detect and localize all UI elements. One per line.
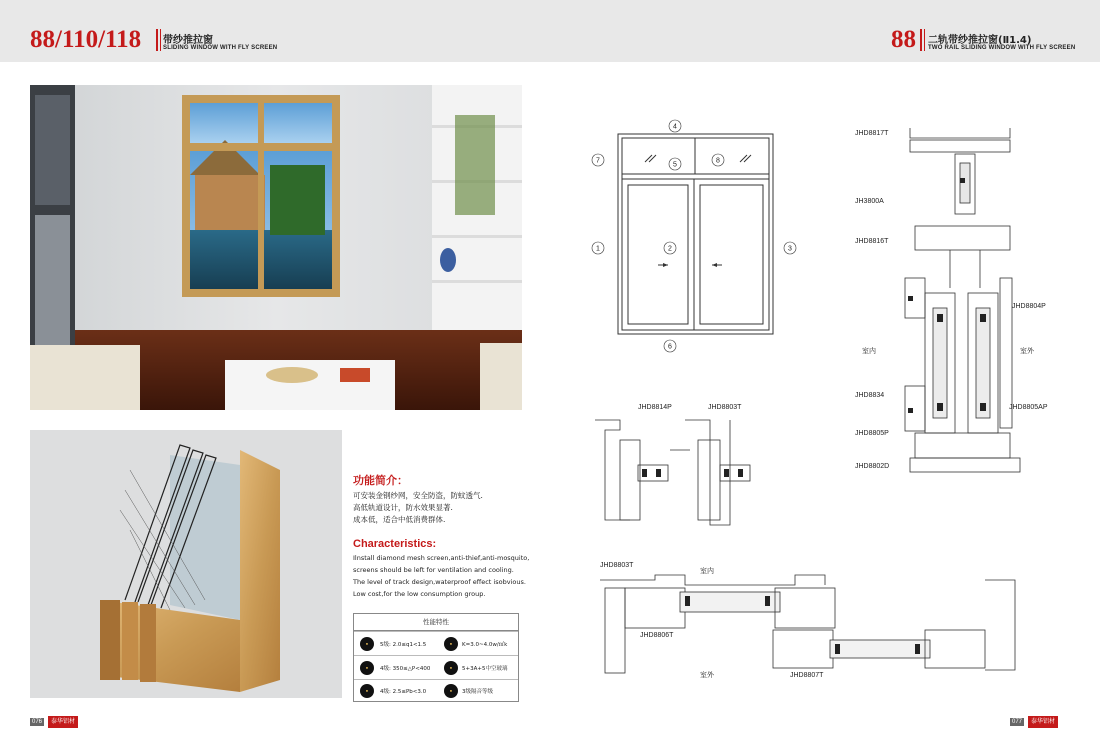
water-tightness-icon: ● xyxy=(360,661,374,675)
elevation-marker-5: 5 xyxy=(673,161,677,169)
spec-row-right: 3级隔音等级 xyxy=(462,689,493,695)
features-cn-heading: 功能简介： xyxy=(353,474,408,487)
elevation-marker-7: 7 xyxy=(596,157,600,165)
brand-logo: 泰华铝材 xyxy=(48,716,78,728)
sound-insulation-icon: ● xyxy=(444,684,458,698)
elevation-marker-4: 4 xyxy=(673,123,677,131)
profile-label: JHD8805AP xyxy=(1009,404,1048,411)
vertical-profile-section xyxy=(900,118,1030,500)
right-series-number: 88 xyxy=(891,26,916,53)
features-en-heading: Characteristics: xyxy=(353,538,437,550)
air-tightness-icon: ● xyxy=(360,637,374,651)
spec-row xyxy=(354,655,518,680)
elevation-marker-3: 3 xyxy=(788,245,792,253)
left-header-divider xyxy=(156,29,158,51)
profile-label: JHD8806T xyxy=(640,632,674,639)
profile-label: JH3800A xyxy=(855,198,884,205)
interlock-profile-section xyxy=(590,410,760,530)
spec-row-right: K=3.0~4.0w/㎡k xyxy=(462,642,508,648)
indoor-side-label: 室内 xyxy=(700,567,714,575)
spec-row-right: 5+3A+5中空玻璃 xyxy=(462,666,508,672)
profile-label: JHD8817T xyxy=(855,130,889,137)
room-interior-photo xyxy=(30,85,522,410)
features-en-line: Low cost,for the low consumption group. xyxy=(353,590,486,598)
horizontal-profile-section xyxy=(595,570,1025,680)
spec-row xyxy=(354,679,518,702)
profile-label: JHD8816T xyxy=(855,238,889,245)
outdoor-side-label: 室外 xyxy=(1020,347,1034,355)
features-en-line: Ilnstall diamond mesh screen,anti-thief,anti-mosquito, xyxy=(353,554,530,562)
profile-label: JHD8803T xyxy=(708,404,742,411)
spec-row xyxy=(354,631,518,656)
elevation-marker-6: 6 xyxy=(668,343,672,351)
window-elevation-drawing xyxy=(590,118,805,358)
spec-row-left: 4级: 350≤△P<400 xyxy=(380,666,431,672)
profile-label: JHD8805P xyxy=(855,430,889,437)
glass-icon: ● xyxy=(444,661,458,675)
features-en-line: screens should be left for ventilation and cooling. xyxy=(353,566,514,574)
features-cn-line: 高低轨道设计，防水效果显著. xyxy=(353,503,453,512)
spec-row-left: 4级: 2.5≤Pb<3.0 xyxy=(380,689,427,695)
left-series-number: 88/110/118 xyxy=(30,26,142,53)
profile-label: JHD8814P xyxy=(638,404,672,411)
profile-label: JHD8803T xyxy=(600,562,634,569)
profile-label: JHD8807T xyxy=(790,672,824,679)
elevation-marker-8: 8 xyxy=(716,157,720,165)
spec-table-title: 性能特性 xyxy=(354,614,518,631)
elevation-marker-1: 1 xyxy=(596,245,600,253)
brand-logo: 泰华铝材 xyxy=(1028,716,1058,728)
right-header-title-cn: 二轨带纱推拉窗(Ⅱ1.4) xyxy=(928,35,1032,46)
features-cn-line: 成本低，适合中低消费群体. xyxy=(353,515,446,524)
left-header-title-en: SLIDING WINDOW WITH FLY SCREEN xyxy=(163,45,278,51)
right-page-number: 077 xyxy=(1012,719,1023,725)
right-header-title-en: TWO RAIL SLIDING WINDOW WITH FLY SCREEN xyxy=(928,45,1076,51)
heat-insulation-icon: ● xyxy=(444,637,458,651)
elevation-marker-2: 2 xyxy=(668,245,672,253)
features-en-line: The level of track design,waterproof effect isobvious. xyxy=(353,578,526,586)
left-page-number: 076 xyxy=(32,719,43,725)
indoor-side-label: 室内 xyxy=(862,347,876,355)
profile-label: JHD8834 xyxy=(855,392,885,399)
wind-pressure-icon: ● xyxy=(360,684,374,698)
left-header-divider-thin xyxy=(160,29,161,51)
left-header-title-cn: 带纱推拉窗 xyxy=(163,35,213,46)
features-cn-line: 可安装金钢纱网，安全防盗，防蚊透气. xyxy=(353,491,483,500)
right-header-divider-thin xyxy=(924,29,925,51)
outdoor-side-label: 室外 xyxy=(700,671,714,679)
right-header-divider xyxy=(920,29,922,51)
spec-row-left: 5级: 2.0≤q1<1.5 xyxy=(380,642,427,648)
profile-cross-section-render xyxy=(30,430,342,698)
profile-label: JHD8802D xyxy=(855,463,890,470)
profile-label: JHD8804P xyxy=(1012,303,1046,310)
performance-spec-table xyxy=(353,613,519,702)
